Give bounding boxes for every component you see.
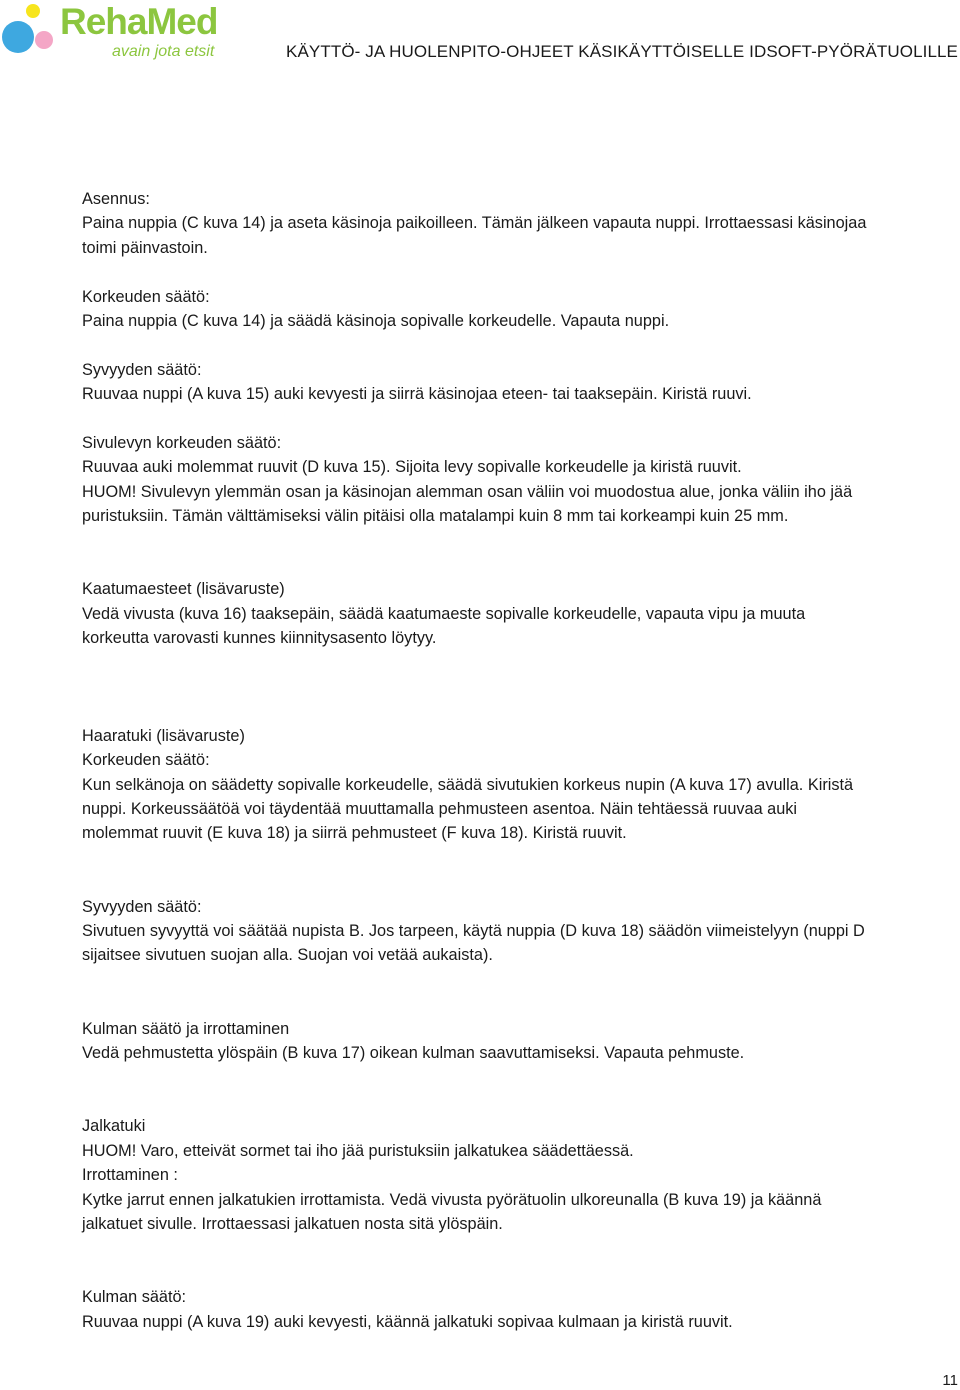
section-heading: Syvyyden säätö: [82,360,202,379]
body-line: molemmat ruuvit (E kuva 18) ja siirrä pehmusteet (F kuva 18). Kiristä ruuvit. [82,824,627,843]
body-line: sijaitsee sivutuen suojan alla. Suojan voi vetää aukaista). [82,946,493,965]
logo-brand: RehaMed [60,1,218,42]
section-heading: Korkeuden säätö: [82,287,210,306]
subsection-heading: Irrottaminen : [82,1166,178,1185]
page-number: 11 [942,1372,958,1389]
body-line: Ruuvaa auki molemmat ruuvit (D kuva 15). Sijoita levy sopivalle korkeudelle ja kiristä ruuvit. [82,458,742,477]
subsection-heading: Korkeuden säätö: [82,751,210,770]
body-line: Kytke jarrut ennen jalkatukien irrottamista. Vedä vivusta pyörätuolin ulkoreunalla (B kuva 19) ja käännä [82,1190,822,1209]
document-title: KÄYTTÖ- JA HUOLENPITO-OHJEET KÄSIKÄYTTÖISELLE IDSOFT-PYÖRÄTUOLILLE [286,42,958,61]
section-sivulevyn-korkeus [82,431,958,529]
body-line: Vedä pehmustetta ylöspäin (B kuva 17) oikean kulman saavuttamiseksi. Vapauta pehmuste. [82,1044,745,1063]
body-line: Sivutuen syvyyttä voi säätää nupista B. Jos tarpeen, käytä nuppia (D kuva 18) säädön viimeistelyyn (nuppi D [82,922,865,941]
section-haaratuki [82,724,958,846]
section-korkeuden-saato [82,285,958,334]
section-heading: Kulman säätö ja irrottaminen [82,1019,290,1038]
body-line: Paina nuppia (C kuva 14) ja säädä käsinoja sopivalle korkeudelle. Vapauta nuppi. [82,312,670,331]
body-line: toimi päinvastoin. [82,238,208,257]
logo-dots-icon [0,0,62,60]
body-line: Ruuvaa nuppi (A kuva 19) auki kevyesti, käännä jalkatuki sopivaa kulmaan ja kiristä ruuvit. [82,1312,733,1331]
section-kaatumaesteet [82,577,958,650]
section-syvyyden-saato [82,358,958,407]
body-line: Vedä vivusta (kuva 16) taaksepäin, säädä kaatumaeste sopivalle korkeudelle, vapauta vipu ja muuta [82,604,806,623]
section-kulman-saato-ja-irrottaminen [82,1017,958,1066]
body-line: jalkatuet sivulle. Irrottaessasi jalkatuen nosta sitä ylöspäin. [82,1214,503,1233]
body-line: Paina nuppia (C kuva 14) ja aseta käsinoja paikoilleen. Tämän jälkeen vapauta nuppi. Irrottaessasi käsinojaa [82,214,867,233]
logo-tagline: avain jota etsit [112,43,215,60]
rehamed-logo [0,0,230,66]
section-heading: Jalkatuki [82,1117,146,1136]
section-heading: Kaatumaesteet (lisävaruste) [82,580,285,599]
section-heading: Sivulevyn korkeuden säätö: [82,434,282,453]
body-line: korkeutta varovasti kunnes kiinnitysasento löytyy. [82,629,437,648]
section-heading: Haaratuki (lisävaruste) [82,726,245,745]
section-sivutuen-syvyys [82,895,958,968]
warning-line: HUOM! Sivulevyn ylemmän osan ja käsinojan alemman osan väliin voi muodostua alue, jonka väliin iho jää [82,482,853,501]
body-line: nuppi. Korkeussäätöä voi täydentää muuttamalla pehmusteen asentoa. Näin tehtäessä ruuvaa auki [82,800,798,819]
section-asennus [82,187,958,260]
document-body [82,187,958,1334]
section-heading: Asennus: [82,190,150,208]
warning-line: HUOM! Varo, etteivät sormet tai iho jää puristuksiin jalkatukea säädettäessä. [82,1141,634,1160]
section-jalkatuki [82,1114,958,1236]
body-line: Kun selkänoja on säädetty sopivalle korkeudelle, säädä sivutukien korkeus nupin (A kuva 17) avulla. Kiristä [82,775,854,794]
body-line: Ruuvaa nuppi (A kuva 15) auki kevyesti ja siirrä käsinojaa eteen- tai taaksepäin. Kiristä ruuvi. [82,385,752,404]
section-heading: Kulman säätö: [82,1288,187,1307]
body-line: puristuksiin. Tämän välttämiseksi välin pitäisi olla matalampi kuin 8 mm tai korkeampi kuin 25 mm. [82,507,789,526]
section-heading: Syvyyden säätö: [82,897,202,916]
section-jalkatuen-kulman-saato [82,1285,958,1334]
